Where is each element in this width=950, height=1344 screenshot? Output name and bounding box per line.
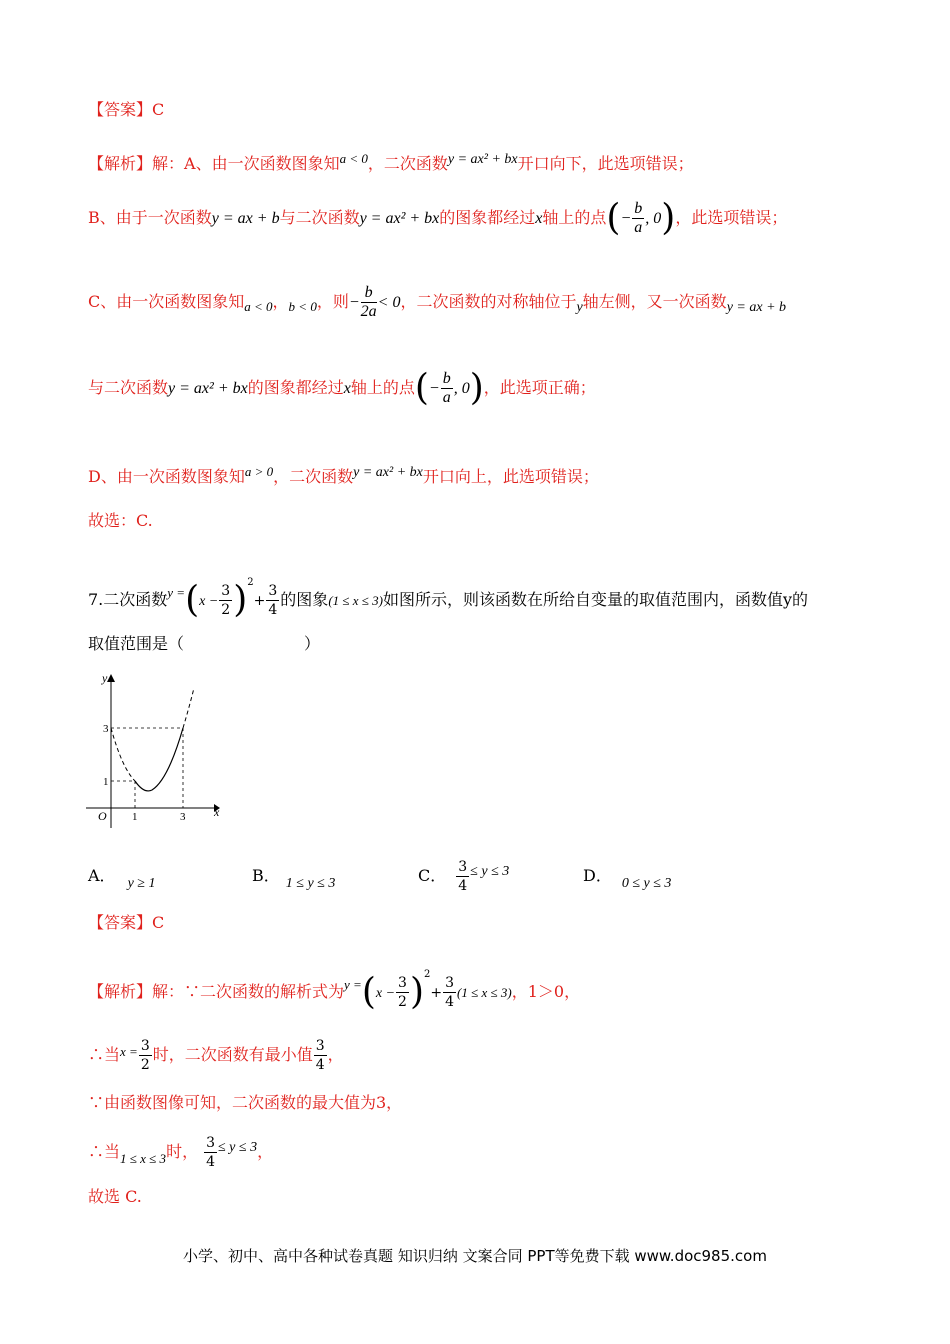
- option-a[interactable]: A． y ≥ 1: [88, 866, 156, 891]
- q7-graph: [86, 668, 226, 828]
- y-axis-label: y: [102, 671, 108, 685]
- q7-stem-line-1: 7.二次函数$^{y =}$(x − $\frac{3}{2}$ )$^2$+ $\frac{3}{4}$ 的图象(1 ≤ x ≤ 3)如图所示，则该函数在所给自变量的取值范围内，函数值y的: [88, 577, 809, 621]
- q6-analysis-line-2: B、由于一次函数y = ax + b与二次函数y = ax² + bx的图象都经过x轴上的点(− $\frac{b}{a}$ , 0)，此选项错误；: [88, 197, 788, 239]
- option-d[interactable]: D． 0 ≤ y ≤ 3: [583, 866, 672, 891]
- q6-analysis-line-5: D、由一次函数图象知$^{a > 0}$，二次函数y = ax² + bx开口向上，此选项错误；: [88, 464, 599, 486]
- q6-analysis-line-1: 【解析】解：A、由一次函数图象知$^{a < 0}$，二次函数y = ax² + bx开口向下，此选项错误；: [88, 151, 694, 173]
- parabola-dashed-right: [183, 688, 194, 728]
- option-c[interactable]: C． $\frac{3}{4}$ ≤ y ≤ 3: [418, 859, 510, 894]
- tick-y-1: 1: [103, 776, 109, 788]
- tick-y-3: 3: [103, 723, 109, 735]
- point-expression-2: (− $\frac{b}{a}$ , 0): [414, 367, 484, 409]
- analysis-label: 【解析】: [88, 154, 153, 173]
- point-expression: (− $\frac{b}{a}$ , 0): [606, 197, 676, 239]
- q6-analysis-line-4: 与二次函数y = ax² + bx的图象都经过x轴上的点(− $\frac{b}{a}$ , 0)，此选项正确；: [88, 367, 596, 409]
- option-b[interactable]: B． 1 ≤ y ≤ 3: [252, 866, 336, 891]
- q7-analysis-line-1: 【解析】解：∵二次函数的解析式为$^{y =}$(x − $\frac{3}{2}$ )$^2$+ $\frac{3}{4}$ (1 ≤ x ≤ 3)，1＞0，: [88, 969, 581, 1013]
- q7-analysis-line-3: ∵由函数图像可知，二次函数的最大值为3，: [88, 1093, 403, 1112]
- x-axis-label: x: [214, 805, 220, 819]
- q6-analysis-line-3: C、由一次函数图象知$_{a < 0}$，$_{b < 0}$，则− $\frac{b}{2a}$ < 0，二次函数的对称轴位于y轴左侧，又一次函数y = ax + b: [88, 284, 787, 320]
- q7-analysis-line-4: ∴当$_{1 \le x \le 3}$时， $\frac{3}{4}$ ≤ y ≤ 3，: [88, 1135, 274, 1170]
- q7-stem-line-2: 取值范围是（ ）: [88, 634, 321, 653]
- tick-x-3: 3: [180, 811, 186, 823]
- parabola-dashed-left: [111, 728, 135, 781]
- function-expression: $^{y =}$(x − $\frac{3}{2}$ )$^2$+ $\frac{3}{4}$ (1 ≤ x ≤ 3): [344, 969, 512, 1013]
- q6-answer: 【答案】C: [88, 100, 165, 119]
- q7-answer: 【答案】C: [88, 913, 165, 932]
- origin-label: O: [98, 809, 107, 823]
- axis-expression: − $\frac{b}{2a}$ < 0: [348, 284, 401, 320]
- tick-x-1: 1: [132, 811, 138, 823]
- q7-analysis-line-2: ∴当$^{x =}$ $\frac{3}{2}$ 时，二次函数有最小值 $\frac{3}{4}$ ，: [88, 1038, 344, 1073]
- page-footer: 小学、初中、高中各种试卷真题 知识归纳 文案合同 PPT等免费下载 www.doc985.com: [183, 1247, 767, 1265]
- parabola-solid: [135, 728, 183, 791]
- q6-conclusion: 故选：C.: [88, 511, 153, 530]
- q7-conclusion: 故选 C.: [88, 1187, 142, 1206]
- y-axis-arrow: [107, 674, 115, 682]
